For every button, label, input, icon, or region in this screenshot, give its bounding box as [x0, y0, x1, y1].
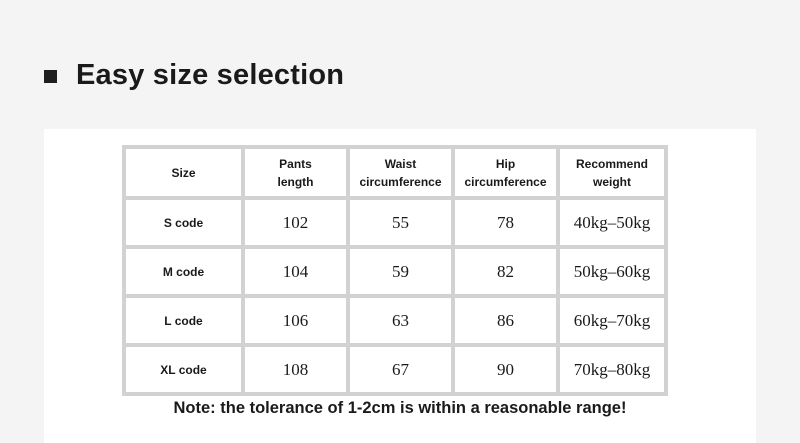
size-chart-panel: [44, 129, 756, 443]
table-cell: 40kg‒50kg: [558, 198, 666, 247]
header-cell: Recommend weight: [558, 147, 666, 198]
table-header-row: [124, 147, 666, 198]
table-cell: 108: [243, 345, 348, 394]
table-cell: 50kg‒60kg: [558, 247, 666, 296]
table-row: [124, 198, 666, 247]
table-cell: 67: [348, 345, 453, 394]
size-label-cell: M code: [124, 247, 243, 296]
size-label-cell: XL code: [124, 345, 243, 394]
header-cell: Pants length: [243, 147, 348, 198]
tolerance-note: Note: the tolerance of 1-2cm is within a reasonable range!: [173, 399, 627, 417]
table-row: [124, 345, 666, 394]
table-cell: 78: [453, 198, 558, 247]
table-cell: 82: [453, 247, 558, 296]
table-cell: 70kg‒80kg: [558, 345, 666, 394]
size-label-cell: S code: [124, 198, 243, 247]
table-cell: 104: [243, 247, 348, 296]
table-cell: 55: [348, 198, 453, 247]
size-label-cell: L code: [124, 296, 243, 345]
table-cell: 106: [243, 296, 348, 345]
table-cell: 59: [348, 247, 453, 296]
section-title: Easy size selection: [76, 58, 345, 91]
table-cell: 63: [348, 296, 453, 345]
table-cell: 60kg‒70kg: [558, 296, 666, 345]
table-cell: 90: [453, 345, 558, 394]
header-cell: Waist circumference: [348, 147, 453, 198]
header-cell: Hip circumference: [453, 147, 558, 198]
section-heading: [44, 56, 344, 94]
header-cell: Size: [124, 147, 243, 198]
size-table: [122, 145, 668, 396]
square-bullet-icon: [44, 70, 57, 83]
table-row: [124, 247, 666, 296]
table-row: [124, 296, 666, 345]
table-cell: 102: [243, 198, 348, 247]
table-cell: 86: [453, 296, 558, 345]
